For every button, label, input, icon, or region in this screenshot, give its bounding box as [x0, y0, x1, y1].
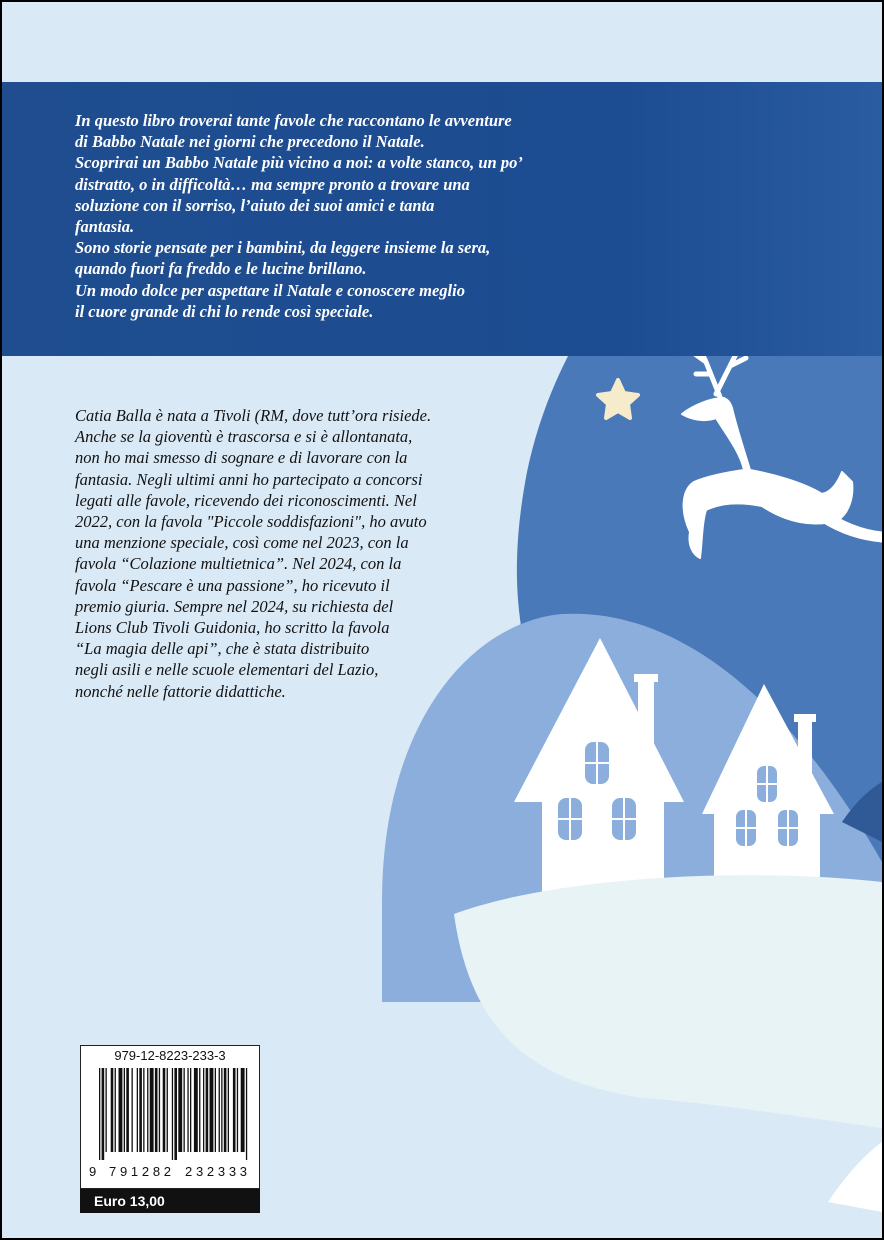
- bio-line: negli asili e nelle scuole elementari del Lazio,: [75, 660, 379, 680]
- isbn-barcode: [80, 1045, 260, 1189]
- barcode-bar: [187, 1068, 188, 1152]
- book-back-cover: [2, 2, 882, 1238]
- barcode-bar: [221, 1068, 222, 1152]
- isbn-number: 979-12-8223-233-3: [114, 1048, 226, 1063]
- bio-line: fantasia. Negli ultimi anni ho partecipato a concorsi: [75, 469, 423, 489]
- barcode-digits-left: 791282: [109, 1164, 171, 1179]
- barcode-bar: [150, 1068, 154, 1152]
- barcode-bar: [228, 1068, 229, 1152]
- barcode-bar: [219, 1068, 220, 1152]
- synopsis-line: fantasia.: [75, 217, 135, 237]
- barcode-bar: [206, 1068, 209, 1152]
- barcode-bar: [111, 1068, 114, 1152]
- barcode-bar: [233, 1068, 236, 1152]
- barcode-bar: [199, 1068, 200, 1152]
- barcode-bar: [159, 1068, 160, 1152]
- barcode-bar: [139, 1068, 142, 1152]
- barcode-bar: [237, 1068, 238, 1152]
- synopsis-line: il cuore grande di chi lo rende così speciale.: [75, 301, 374, 321]
- synopsis-line: Sono storie pensate per i bambini, da leggere insieme la sera,: [75, 238, 491, 258]
- barcode-bar: [194, 1068, 198, 1152]
- barcode-bar: [167, 1068, 168, 1152]
- barcode-bar: [143, 1068, 144, 1152]
- synopsis-line: distratto, o in difficoltà… ma sempre pronto a trovare una: [75, 174, 470, 194]
- barcode-digits: [81, 1162, 259, 1182]
- barcode-bar: [119, 1068, 123, 1152]
- barcode-bar: [210, 1068, 214, 1152]
- snow-hill-edge: [828, 1142, 882, 1212]
- price-label: Euro 13,00: [80, 1189, 260, 1213]
- bio-line: una menzione speciale, così come nel 2023, con la: [75, 533, 409, 553]
- bio-line: Catia Balla è nata a Tivoli (RM, dove tutt’ora risiede.: [75, 406, 432, 425]
- bio-line: legati alle favole, ricevendo dei riconoscimenti. Nel: [75, 490, 417, 510]
- book-synopsis: [75, 110, 595, 322]
- barcode-bar: [246, 1068, 247, 1160]
- synopsis-line: soluzione con il sorriso, l’aiuto dei suoi amici e tanta: [75, 195, 435, 215]
- synopsis-line: Un modo dolce per aspettare il Natale e conoscere meglio: [75, 280, 465, 300]
- bio-line: Anche se la gioventù è trascorsa e si è allontanata,: [75, 427, 413, 447]
- barcode-bar: [102, 1068, 105, 1160]
- author-biography: [75, 405, 515, 702]
- bio-line: non ho mai smesso di sognare e di lavorare con la: [75, 448, 408, 468]
- barcode-digits-right: 232333: [185, 1164, 247, 1179]
- barcode-bar: [174, 1068, 177, 1160]
- barcode-bar: [126, 1068, 129, 1152]
- barcode-bar: [203, 1068, 204, 1152]
- bio-line: favola “Colazione multietnica”. Nel 2024, con la: [75, 554, 402, 574]
- barcode-bar: [184, 1068, 185, 1152]
- barcode-bar: [155, 1068, 158, 1152]
- barcode-bar: [137, 1068, 138, 1152]
- barcode-bar: [178, 1068, 182, 1152]
- barcode-bar: [147, 1068, 148, 1152]
- barcode-bar: [99, 1068, 100, 1160]
- bio-line: premio giuria. Sempre nel 2024, su richiesta del: [75, 596, 394, 616]
- barcode-digit-first: 9: [89, 1164, 97, 1179]
- synopsis-line: In questo libro troverai tante favole che raccontano le avventure: [75, 111, 512, 130]
- barcode-bars: [89, 1068, 253, 1162]
- bio-line: nonché nelle fattorie didattiche.: [75, 681, 286, 701]
- barcode-bar: [163, 1068, 166, 1152]
- bio-line: “La magia delle api”, che è stata distribuito: [75, 639, 370, 659]
- bio-line: favola “Pescare è una passione”, ho ricevuto il: [75, 575, 390, 595]
- barcode-bar: [224, 1068, 227, 1152]
- bio-line: 2022, con la favola "Piccole soddisfazioni", ho avuto: [75, 512, 427, 532]
- synopsis-line: di Babbo Natale nei giorni che precedono il Natale.: [75, 132, 425, 152]
- bio-line: Lions Club Tivoli Guidonia, ho scritto la favola: [75, 618, 390, 638]
- barcode-bar: [172, 1068, 173, 1160]
- barcode-bar: [190, 1068, 191, 1152]
- barcode-bar: [115, 1068, 116, 1152]
- synopsis-line: quando fuori fa freddo e le lucine brillano.: [75, 259, 367, 279]
- barcode-bar: [215, 1068, 216, 1152]
- barcode-bar: [124, 1068, 125, 1152]
- snow-hill: [454, 875, 882, 1128]
- barcode-bar: [132, 1068, 133, 1152]
- synopsis-line: Scoprirai un Babbo Natale più vicino a noi: a volte stanco, un po’: [75, 153, 523, 173]
- barcode-bar: [106, 1068, 107, 1152]
- barcode-bar: [241, 1068, 245, 1152]
